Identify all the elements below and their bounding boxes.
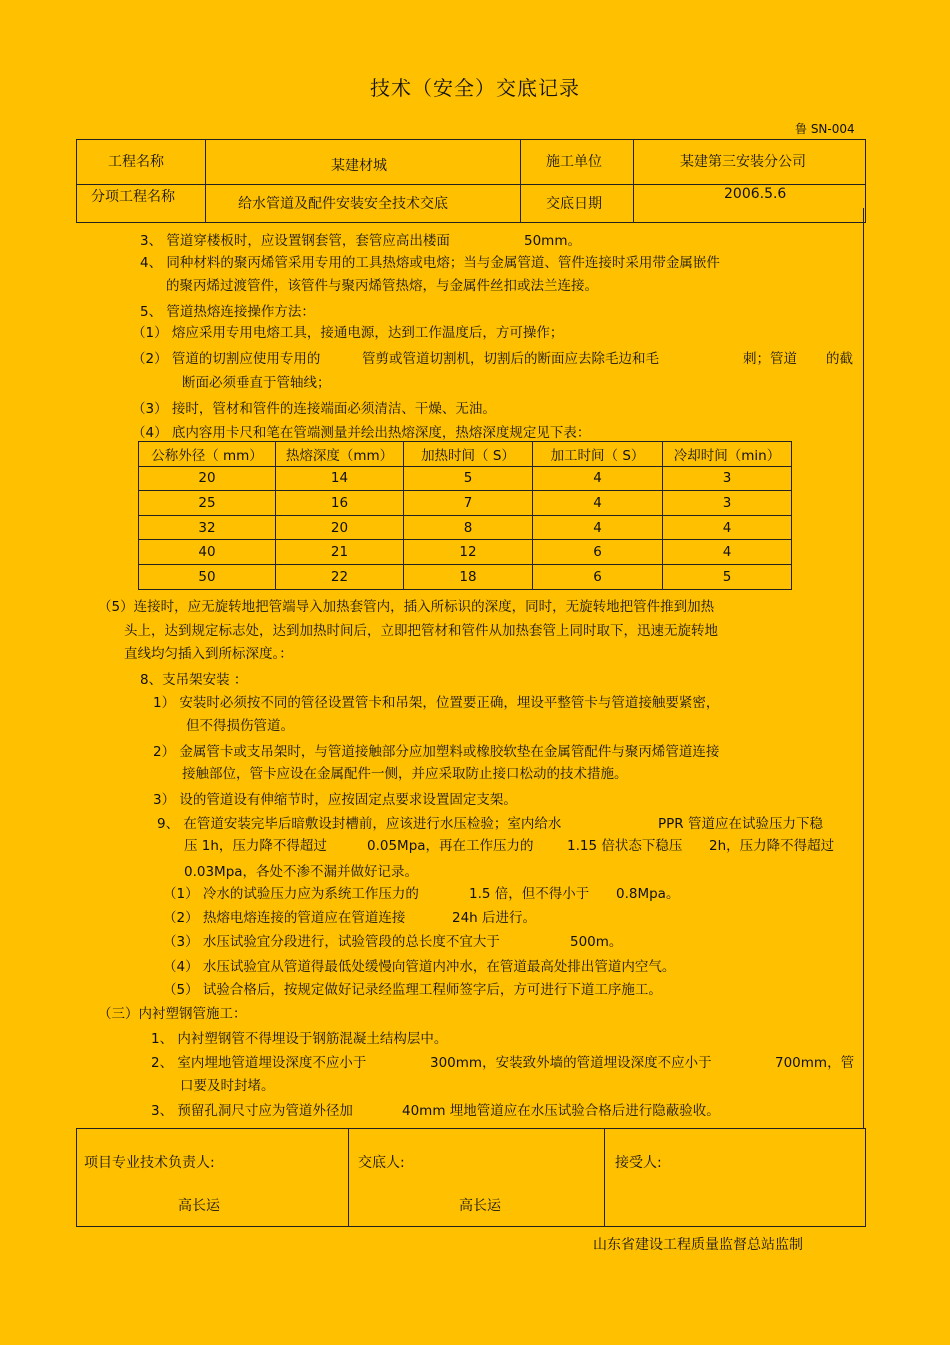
body-line: （三）内衬塑钢管施工：	[98, 1006, 247, 1022]
body-line: 但不得损伤管道。	[186, 718, 294, 734]
discloser-label: 交底人:	[358, 1155, 405, 1171]
table-header-cell: 热熔深度（mm）	[276, 442, 404, 467]
table-header-row	[139, 442, 792, 467]
table-cell: 3	[663, 466, 792, 491]
body-line: 接触部位，管卡应设在金属配件一侧，并应采取防止接口松动的技术措施。	[182, 766, 628, 782]
body-line: 0.05Mpa，再在工作压力的	[367, 838, 534, 854]
body-line: 700mm，管	[775, 1055, 855, 1071]
receiver-label: 接受人:	[615, 1155, 662, 1171]
sub-project-label: 分项工程名称	[91, 189, 175, 205]
body-line: （4） 底内容用卡尺和笔在管端测量并绘出热熔深度，热熔深度规定见下表：	[132, 425, 591, 441]
table-cell: 14	[276, 466, 404, 491]
body-line: 3、 管道穿楼板时，应设置钢套管，套管应高出楼面	[140, 233, 450, 249]
sub-project-name: 给水管道及配件安装安全技术交底	[238, 196, 448, 212]
body-line: 40mm 埋地管道应在水压试验合格后进行隐蔽验收。	[402, 1103, 720, 1119]
body-line: 5、 管道热熔连接操作方法：	[140, 304, 315, 320]
unit-name: 某建第三安装分公司	[680, 154, 806, 170]
body-line: 50mm。	[524, 233, 581, 249]
table-row	[139, 466, 792, 491]
table-cell: 6	[533, 540, 663, 565]
header-mid-border	[76, 184, 866, 185]
body-line: 3） 设的管道设有伸缩节时，应按固定点要求设置固定支架。	[153, 792, 517, 808]
table-cell: 4	[663, 515, 792, 540]
table-cell: 18	[404, 564, 533, 589]
discloser-name: 高长运	[459, 1198, 501, 1214]
supervisor-note: 山东省建设工程质量监督总站监制	[593, 1237, 803, 1253]
tech-lead-name: 高长运	[178, 1198, 220, 1214]
header-left-border	[76, 139, 77, 222]
body-line: 500m。	[570, 934, 623, 950]
project-name-label: 工程名称	[108, 154, 164, 170]
fusion-depth-table	[138, 441, 792, 590]
body-line: 24h 后进行。	[452, 910, 537, 926]
form-code: 鲁 SN-004	[795, 122, 855, 136]
body-line: 3、 预留孔洞尺寸应为管道外径加	[151, 1103, 353, 1119]
footer-divider-1	[348, 1128, 349, 1226]
table-cell: 32	[139, 515, 276, 540]
table-cell: 7	[404, 491, 533, 516]
table-cell: 22	[276, 564, 404, 589]
body-line: （2） 管道的切割应使用专用的	[132, 351, 321, 367]
footer-divider-2	[604, 1128, 605, 1226]
body-line: 2） 金属管卡或支吊架时，与管道接触部分应加塑料或橡胶软垫在金属管配件与聚丙烯管道连接	[153, 744, 720, 760]
table-cell: 25	[139, 491, 276, 516]
table-cell: 4	[533, 491, 663, 516]
body-line: 0.03Mpa，各处不渗不漏并做好记录。	[184, 864, 419, 880]
table-cell: 8	[404, 515, 533, 540]
table-cell: 20	[276, 515, 404, 540]
header-divider-2	[520, 139, 521, 222]
body-line: 300mm，安装致外墙的管道埋设深度不应小于	[430, 1055, 712, 1071]
table-header-cell: 公称外径（ mm）	[139, 442, 276, 467]
table-cell: 12	[404, 540, 533, 565]
footer-top-border	[76, 1128, 866, 1129]
table-cell: 4	[533, 466, 663, 491]
body-line: 断面必须垂直于管轴线；	[182, 375, 331, 391]
body-line: （1） 冷水的试验压力应为系统工作压力的	[163, 886, 419, 902]
table-row	[139, 564, 792, 589]
table-cell: 20	[139, 466, 276, 491]
table-cell: 5	[404, 466, 533, 491]
table-cell: 40	[139, 540, 276, 565]
body-line: 1.5 倍，但不得小于	[469, 886, 590, 902]
body-line: 2、 室内埋地管道埋设深度不应小于	[151, 1055, 367, 1071]
header-divider-3	[633, 139, 634, 222]
body-line: 0.8Mpa。	[616, 886, 680, 902]
body-line: （3） 水压试验宜分段进行，试验管段的总长度不宜大于	[163, 934, 500, 950]
unit-label: 施工单位	[546, 154, 602, 170]
body-line: 9、 在管道安装完毕后暗敷设封槽前，应该进行水压检验；室内给水	[157, 816, 562, 832]
table-cell: 16	[276, 491, 404, 516]
document-title: 技术（安全）交底记录	[370, 76, 580, 100]
body-line: 4、 同种材料的聚丙烯管采用专用的工具热熔或电熔；当与金属管道、管件连接时采用带金属嵌件	[140, 255, 720, 271]
body-line: （1） 熔应采用专用电熔工具，接通电源，达到工作温度后，方可操作；	[132, 325, 564, 341]
header-divider-1	[205, 139, 206, 222]
body-right-border	[863, 208, 864, 1128]
header-right-border	[865, 139, 866, 222]
body-line: （5） 试验合格后，按规定做好记录经监理工程师签字后，方可进行下道工序施工。	[163, 982, 662, 998]
table-cell: 6	[533, 564, 663, 589]
body-line: 的截	[826, 351, 853, 367]
table-header-cell: 冷却时间（min）	[663, 442, 792, 467]
body-line: 头上，达到规定标志处，达到加热时间后，立即把管材和管件从加热套管上同时取下，迅速无旋转地	[124, 623, 718, 639]
body-line: （5）连接时，应无旋转地把管端导入加热套管内，插入所标识的深度，同时，无旋转地把管件推到加热	[98, 599, 715, 615]
table-cell: 50	[139, 564, 276, 589]
body-line: （3） 接时，管材和管件的连接端面必须清洁、干燥、无油。	[132, 401, 496, 417]
table-cell: 4	[663, 540, 792, 565]
project-name: 某建材城	[331, 158, 387, 174]
header-top-border	[76, 139, 866, 140]
footer-right-border	[865, 1128, 866, 1226]
table-header-cell: 加热时间（ S）	[404, 442, 533, 467]
body-line: 压 1h，压力降不得超过	[184, 838, 327, 854]
body-line: 的聚丙烯过渡管件，该管件与聚丙烯管热熔，与金属件丝扣或法兰连接。	[166, 278, 598, 294]
tech-lead-label: 项目专业技术负责人:	[84, 1155, 215, 1171]
body-line: 8、支吊架安装 ：	[140, 672, 248, 688]
disclosure-date: 2006.5.6	[724, 186, 787, 202]
body-line: 直线均匀插入到所标深度。：	[124, 646, 293, 662]
body-line: 管剪或管道切割机，切割后的断面应去除毛边和毛	[362, 351, 659, 367]
body-line: PPR 管道应在试验压力下稳	[658, 816, 823, 832]
table-row	[139, 515, 792, 540]
date-label: 交底日期	[546, 196, 602, 212]
table-cell: 3	[663, 491, 792, 516]
table-cell: 5	[663, 564, 792, 589]
body-line: 口要及时封堵。	[180, 1078, 275, 1094]
table-cell: 21	[276, 540, 404, 565]
body-line: 2h，压力降不得超过	[709, 838, 835, 854]
table-header-cell: 加工时间（ S）	[533, 442, 663, 467]
table-row	[139, 491, 792, 516]
footer-left-border	[76, 1128, 77, 1226]
header-bottom-border	[76, 222, 866, 223]
body-line: 刺；管道	[743, 351, 797, 367]
body-line: （2） 热熔电熔连接的管道应在管道连接	[163, 910, 406, 926]
body-line: （4） 水压试验宜从管道得最低处缓慢向管道内冲水，在管道最高处排出管道内空气。	[163, 959, 676, 975]
body-line: 1.15 倍状态下稳压	[567, 838, 683, 854]
body-line: 1、 内衬塑钢管不得埋设于钢筋混凝土结构层中。	[151, 1031, 448, 1047]
table-cell: 4	[533, 515, 663, 540]
table-row	[139, 540, 792, 565]
footer-bottom-border	[76, 1226, 866, 1227]
body-line: 1） 安装时必须按不同的管径设置管卡和吊架，位置要正确，埋设平整管卡与管道接触要紧密，	[153, 695, 720, 711]
